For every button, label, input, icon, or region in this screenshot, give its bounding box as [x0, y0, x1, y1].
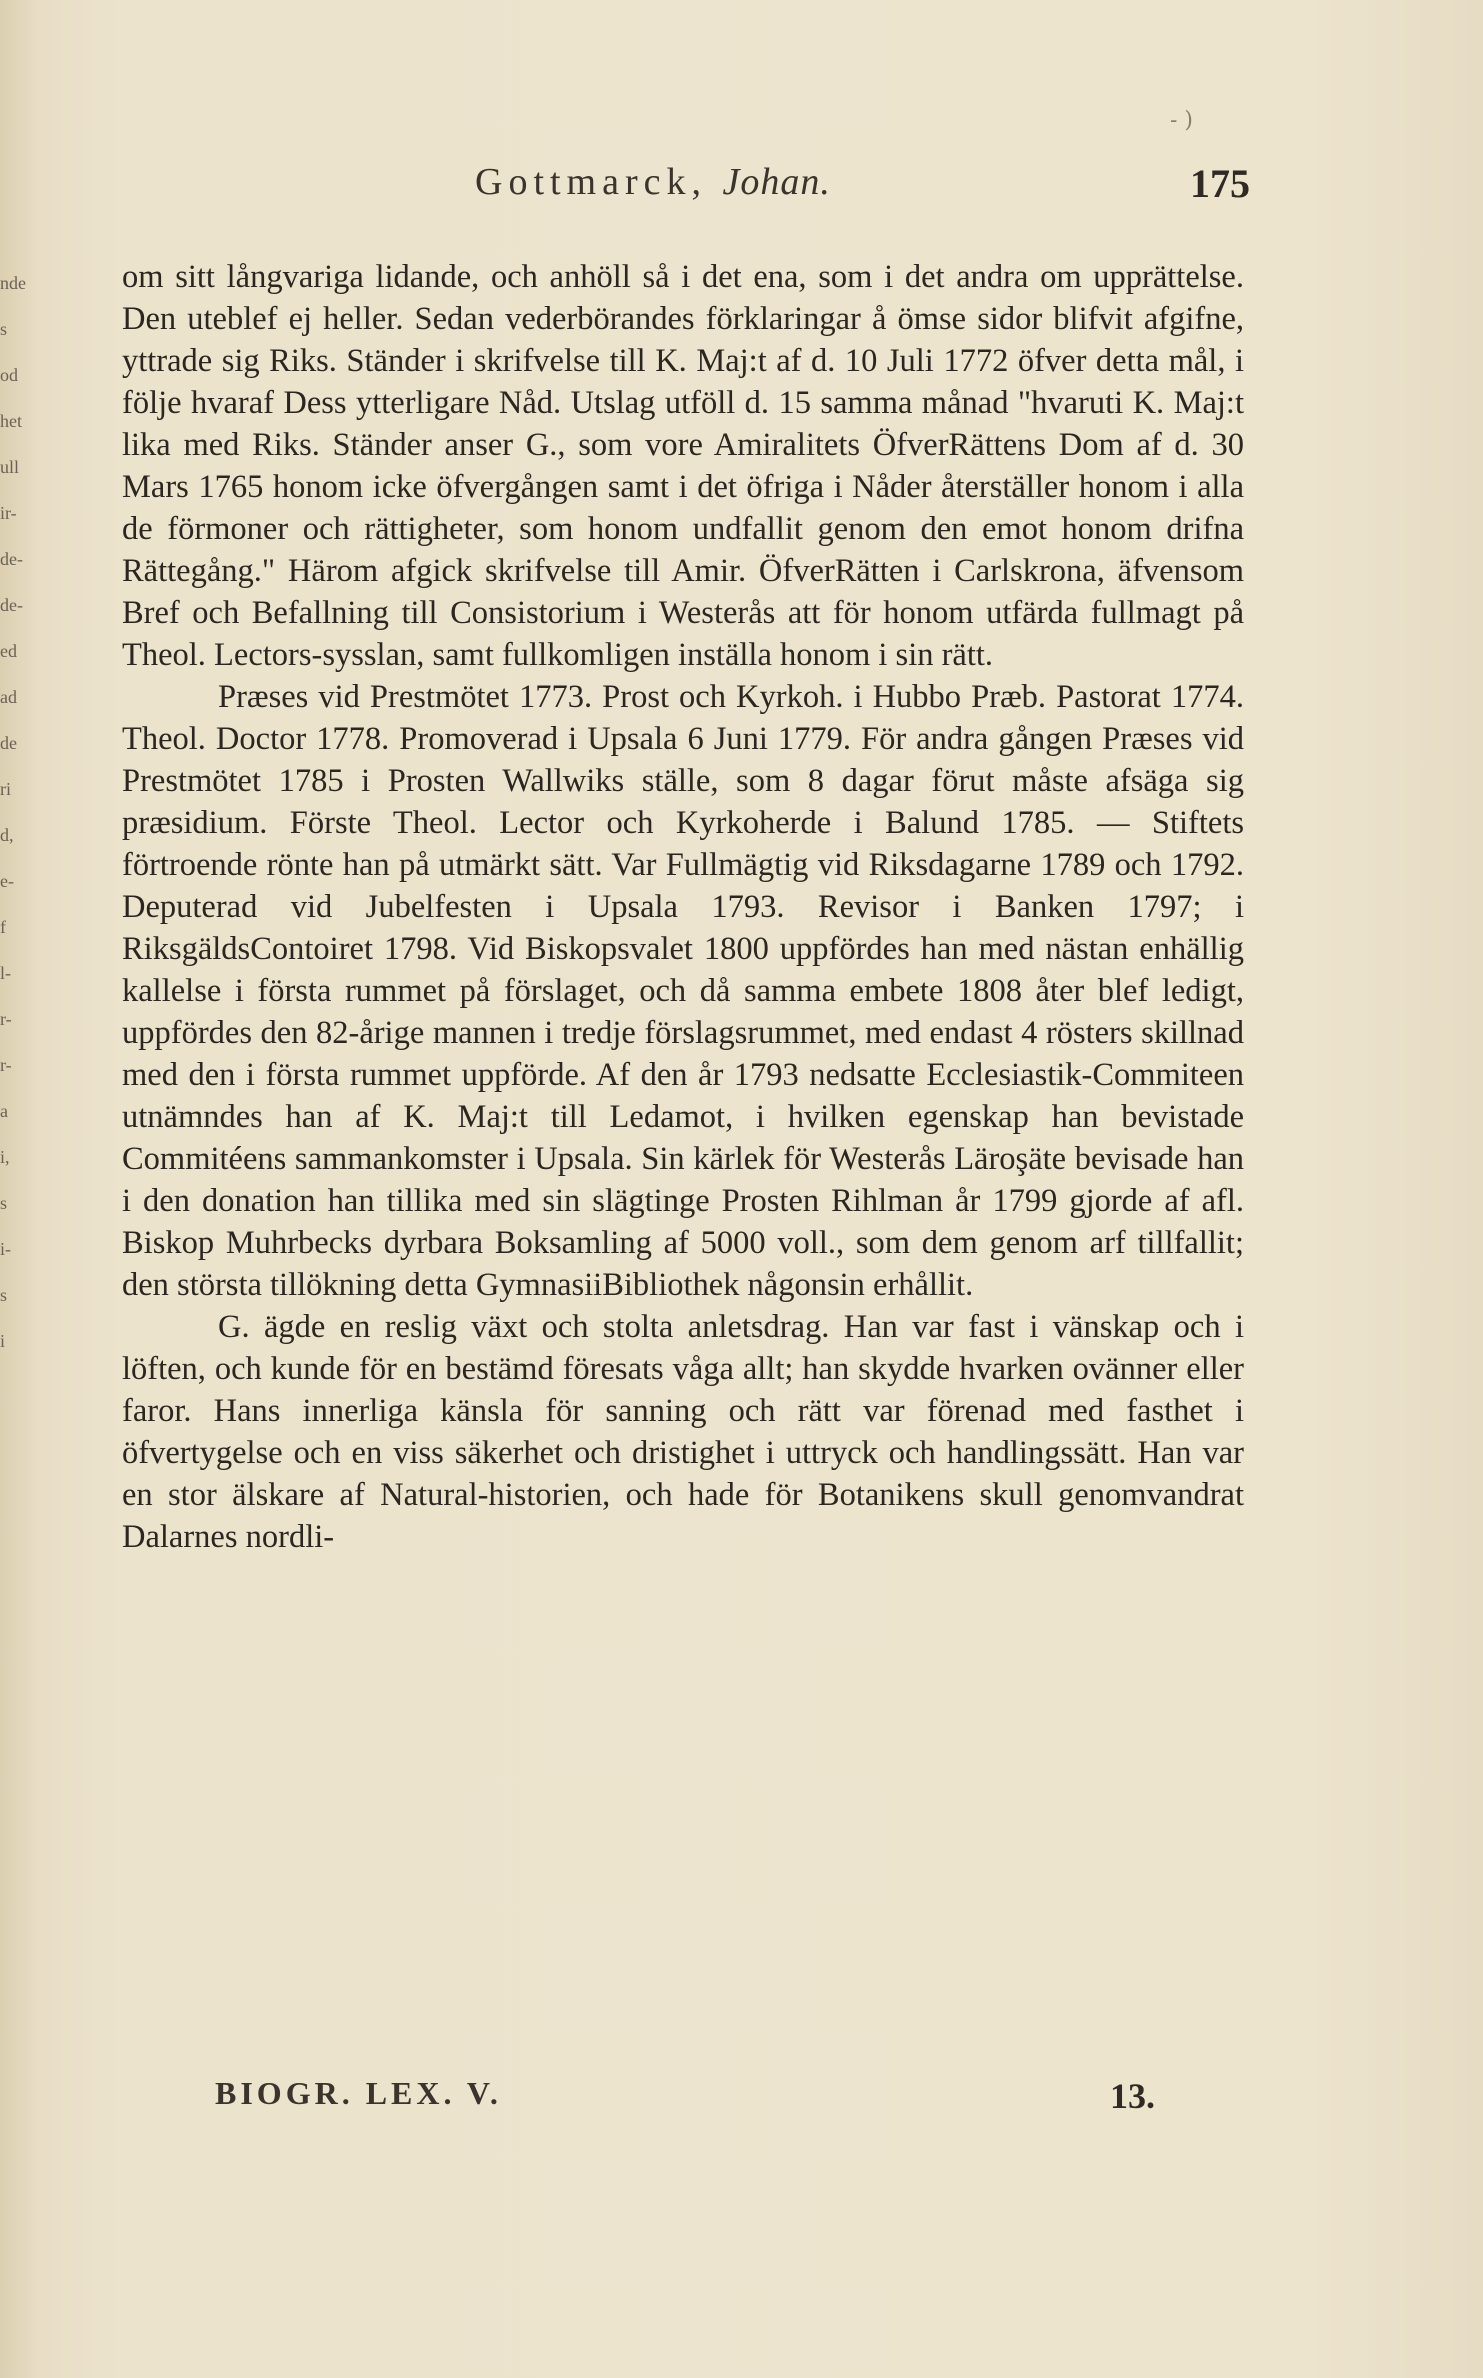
- gutter-fragment: ad: [0, 687, 17, 707]
- gutter-fragment: ed: [0, 641, 17, 661]
- gutter-fragment: de-: [0, 595, 23, 615]
- paragraph-continued: om sitt långvariga lidande, och anhöll så i det ena, som i det andra om upprättelse. Den uteblef ej heller. Sedan vederbörandes förklaringar å ömse sidor blifvit afgifne, yttrade sig Riks. Ständer i skrifvelse till K. Maj:t af d. 10 Juli 1772 öfver detta mål, i följe hvaraf Dess ytterligare Nåd. Utslag utföll d. 15 samma månad "hvaruti K. Maj:t lika med Riks. Ständer anser G., som vore Amiralitets ÖfverRättens Dom af d. 30 Mars 1765 honom icke öfvergången samt i det öfriga i Nåder återställer honom i alla de förmoner och rättigheter, som honom undfallit genom den emot honom drifna Rättegång." Härom afgick skrifvelse till Amir. ÖfverRätten i Carlskrona, äfvensom Bref och Befallning till Consistorium i Westerås att för honom utfärda fullmagt på Theol. Lectors-sysslan, samt fullkomligen inställa honom i sin rätt.: [122, 259, 1244, 673]
- gutter-fragment: ull: [0, 457, 20, 477]
- gutter-fragment: s: [0, 319, 8, 339]
- corner-mark: - ): [1170, 108, 1194, 133]
- gutter-fragment: i,: [0, 1147, 10, 1167]
- paragraph-character: G. ägde en reslig växt och stolta anletsdrag. Han var fast i vänskap och i löften, och kunde för en bestämd föresats våga allt; han skydde hvarken ovänner eller faror. Hans innerliga känsla för sanning och rätt var förenad med fasthet i öfvertygelse och en viss säkerhet och dristighet i uttryck och handlingssätt. Han var en stor älskare af Natural-historien, och hade för Botanikens skull genomvandrat Dalarnes nordli-: [122, 1309, 1244, 1555]
- gutter-fragment: het: [0, 411, 22, 431]
- gutter-fragment: ir-: [0, 503, 17, 523]
- page-number: 175: [1190, 161, 1250, 206]
- gutter-fragment: r-: [0, 1055, 12, 1075]
- gutter-fragment: e-: [0, 871, 14, 891]
- signature-mark: BIOGR. LEX. V.: [215, 2075, 502, 2111]
- gutter-fragment: s: [0, 1285, 8, 1305]
- gutter-fragment: f: [0, 917, 6, 937]
- adjacent-page-gutter: [0, 260, 30, 1760]
- gutter-fragment: i: [0, 1331, 6, 1351]
- body-text: [122, 256, 1244, 1558]
- gutter-fragment: nde: [0, 273, 26, 293]
- gutter-fragment: l-: [0, 963, 11, 983]
- gutter-fragment: de-: [0, 549, 23, 569]
- gutter-fragment: s: [0, 1193, 8, 1213]
- gutter-fragment: od: [0, 365, 18, 385]
- gutter-fragment: r-: [0, 1009, 12, 1029]
- gutter-fragment: de: [0, 733, 17, 753]
- running-head-given-name: Johan.: [722, 161, 831, 203]
- gutter-fragment: a: [0, 1101, 8, 1121]
- running-head-surname: Gottmarck,: [475, 161, 708, 203]
- gutter-fragment: ri: [0, 779, 11, 799]
- gutter-fragment: d,: [0, 825, 14, 845]
- paragraph-career: Præses vid Prestmötet 1773. Prost och Kyrkoh. i Hubbo Præb. Pastorat 1774. Theol. Doctor 1778. Promoverad i Upsala 6 Juni 1779. För andra gången Præses vid Prestmötet 1785 i Prosten Wallwiks ställe, som 8 dagar förut måste afsäga sig præsidium. Förste Theol. Lector och Kyrkoherde i Balund 1785. — Stiftets förtroende rönte han på utmärkt sätt. Var Fullmägtig vid Riksdagarne 1789 och 1792. Deputerad vid Jubelfesten i Upsala 1793. Revisor i Banken 1797; i RiksgäldsContoiret 1798. Vid Biskopsvalet 1800 uppfördes han med nästan enhällig kallelse i första rummet på förslaget, och då samma embete 1808 åter blef ledigt, uppfördes den 82-årige mannen i tredje förslagsrummet, med endast 4 rösters skillnad med den i första rummet uppförde. Af den år 1793 nedsatte Ecclesiastik-Commiteen utnämndes han af K. Maj:t till Ledamot, i hvilken egenskap han bevistade Commitéens sammankomster i Upsala. Sin kärlek för Westerås Läroşäte bevisade han i den donation han tillika med sin slägtinge Prosten Rihlman år 1799 gjorde af afl. Biskop Muhrbecks dyrbara Boksamling af 5000 voll., som dem genom arf tillfallit; den största tillökning detta GymnasiiBibliothek någonsin erhållit.: [122, 679, 1244, 1303]
- gutter-fragment: i-: [0, 1239, 11, 1259]
- running-head: [475, 160, 831, 204]
- sheet-number: 13.: [1110, 2076, 1155, 2116]
